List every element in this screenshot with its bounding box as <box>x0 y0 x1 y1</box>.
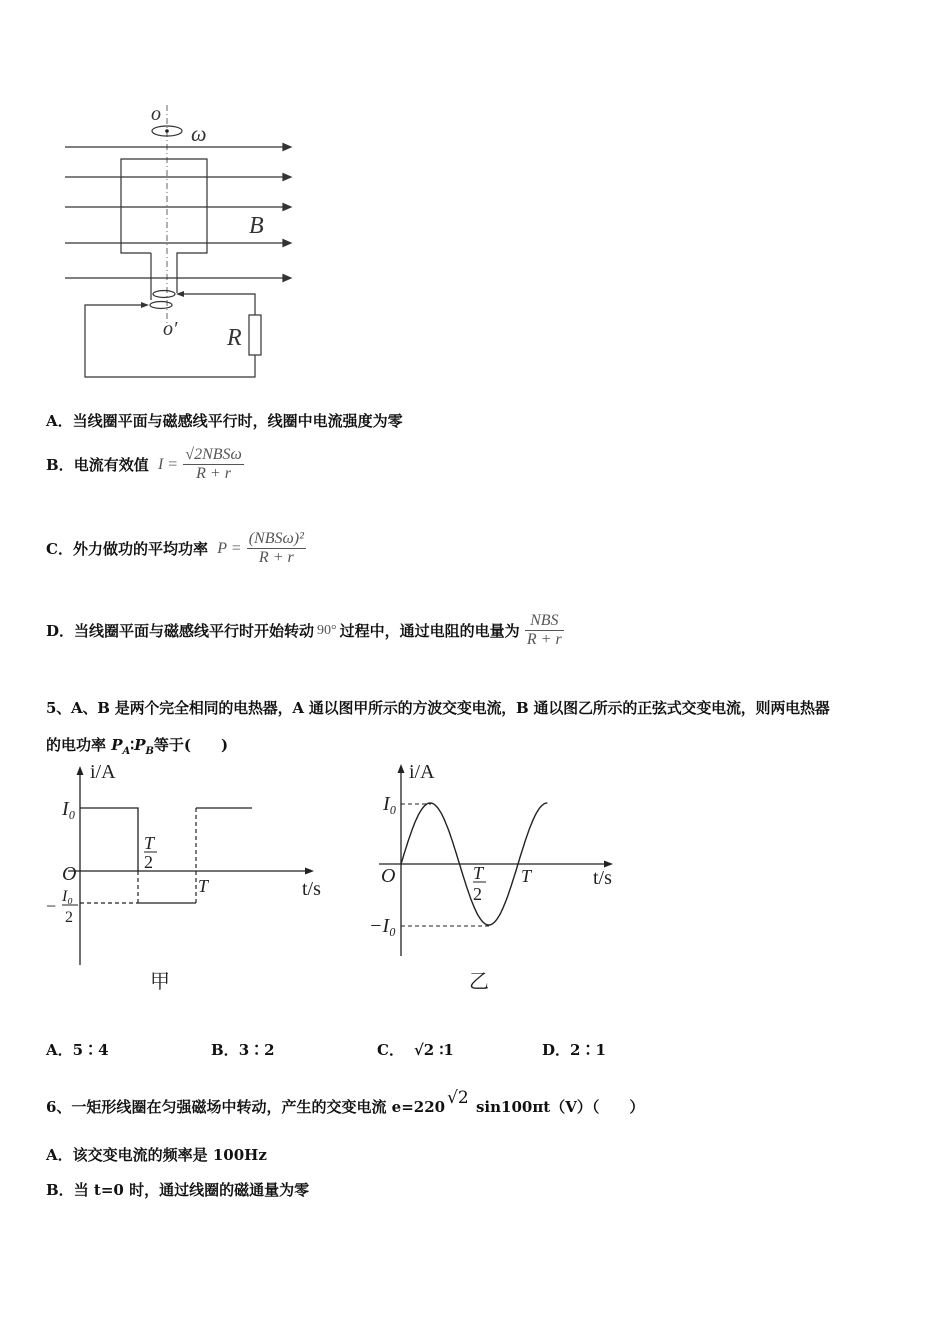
stem-text-2: sin100πt（V）（ ） <box>470 1098 645 1116</box>
q5-stem-line2 <box>46 734 228 757</box>
resistor-label: R <box>227 325 242 351</box>
neg-sign: − <box>46 896 57 916</box>
angle-value: 90° <box>317 622 337 638</box>
half-period-den: 2 <box>473 884 482 904</box>
numerator: NBS <box>525 612 564 631</box>
half-period-num: T <box>473 863 484 883</box>
choice-value: 5∶4 <box>72 1041 109 1059</box>
option-c[interactable] <box>46 530 306 567</box>
half-period-num: T <box>144 833 155 853</box>
q5-stem-line1: 5、A、B 是两个完全相同的电热器，A 通以图甲所示的方波交变电流，B 通以图乙所示的正弦式交变电流，则两电热器 <box>46 699 830 717</box>
option-label: A． <box>46 1146 73 1164</box>
period-label: T <box>521 866 532 886</box>
pa: P <box>111 736 123 754</box>
slip-ring-top <box>153 291 175 298</box>
x-axis-label: t/s <box>302 878 321 900</box>
denominator: R + r <box>196 465 231 482</box>
option-text: 当 t=0 时，通过线圈的磁通量为零 <box>73 1181 310 1199</box>
denominator: R + r <box>258 549 294 566</box>
choice-label: A． <box>46 1041 73 1059</box>
axis-bottom-label: o′ <box>163 318 178 340</box>
neg-half-num: I₀ <box>62 888 73 905</box>
option-label: D． <box>46 622 75 640</box>
choice-label: C． <box>377 1041 404 1059</box>
option-label: A． <box>46 412 73 430</box>
formula-lhs: I = <box>157 455 179 473</box>
formula-fraction <box>525 612 564 649</box>
y-axis-label: i/A <box>90 761 116 783</box>
resistor <box>249 315 261 355</box>
option-label: B． <box>46 456 74 474</box>
choice-value: 2∶1 <box>570 1041 606 1059</box>
stem-text-2: 等于( ) <box>153 736 229 754</box>
denominator: R + r <box>526 631 562 648</box>
neg-i0-label: −I₀ <box>369 915 397 937</box>
option-text: 该交变电流的频率是 100Hz <box>72 1146 267 1164</box>
x-axis-label: t/s <box>593 867 612 889</box>
coil-diagram <box>55 95 315 390</box>
graph-jia <box>40 760 340 1005</box>
option-a[interactable] <box>46 410 403 431</box>
choice-label: B． <box>211 1041 239 1059</box>
i0-label: I₀ <box>62 798 76 820</box>
omega-label: ω <box>191 121 207 146</box>
option-d[interactable] <box>46 612 564 649</box>
field-label: B <box>249 213 264 239</box>
option-label: B． <box>46 1181 74 1199</box>
q6-option-b[interactable] <box>46 1179 309 1200</box>
axis-top-label: o <box>151 103 161 125</box>
choice-label: D． <box>542 1041 571 1059</box>
option-b[interactable] <box>46 446 244 483</box>
q5-choice-d[interactable] <box>542 1039 606 1060</box>
formula-fraction <box>247 530 306 567</box>
ratio-colon: ∶ <box>130 736 135 754</box>
option-text: 当线圈平面与磁感线平行时，线圈中电流强度为零 <box>72 412 403 430</box>
choice-value: 3∶2 <box>238 1041 275 1059</box>
graph-yi <box>365 760 625 1005</box>
option-text: 当线圈平面与磁感线平行时开始转动 <box>74 622 315 640</box>
i0-label: I₀ <box>383 793 397 815</box>
pb: P <box>134 736 146 754</box>
origin-label: O <box>381 865 396 887</box>
q6-option-a[interactable] <box>46 1144 267 1165</box>
q5-choice-c[interactable] <box>377 1039 454 1060</box>
formula-fraction <box>183 446 244 483</box>
origin-label: O <box>62 863 77 885</box>
stem-text: 6、一矩形线圈在匀强磁场中转动，产生的交变电流 e=220 <box>46 1098 446 1116</box>
pa-sub: A <box>122 746 131 757</box>
q6-stem <box>46 1088 645 1117</box>
neg-half-den: 2 <box>65 909 73 926</box>
stem-text: 的电功率 <box>46 736 112 754</box>
caption-jia: 甲 <box>150 971 170 993</box>
half-period-den: 2 <box>144 852 153 872</box>
q5-choice-b[interactable] <box>211 1039 275 1060</box>
formula-lhs: P = <box>217 539 242 557</box>
option-text-2: 过程中，通过电阻的电量为 <box>339 622 520 640</box>
numerator: √2NBSω <box>185 446 242 463</box>
sqrt-two: √2 <box>447 1088 469 1108</box>
numerator: (NBSω)² <box>248 530 304 547</box>
choice-value: √2 ∶1 <box>413 1041 454 1059</box>
slip-ring-bottom <box>150 302 172 309</box>
option-text: 电流有效值 <box>73 456 149 474</box>
q5-choice-a[interactable] <box>46 1039 109 1060</box>
y-axis-label: i/A <box>409 761 435 783</box>
period-label: T <box>198 876 209 896</box>
axis-point <box>165 129 169 133</box>
pb-sub: B <box>145 746 154 757</box>
option-text: 外力做功的平均功率 <box>72 540 208 558</box>
coil <box>121 159 207 300</box>
option-label: C． <box>46 540 73 558</box>
caption-yi: 乙 <box>469 971 489 993</box>
